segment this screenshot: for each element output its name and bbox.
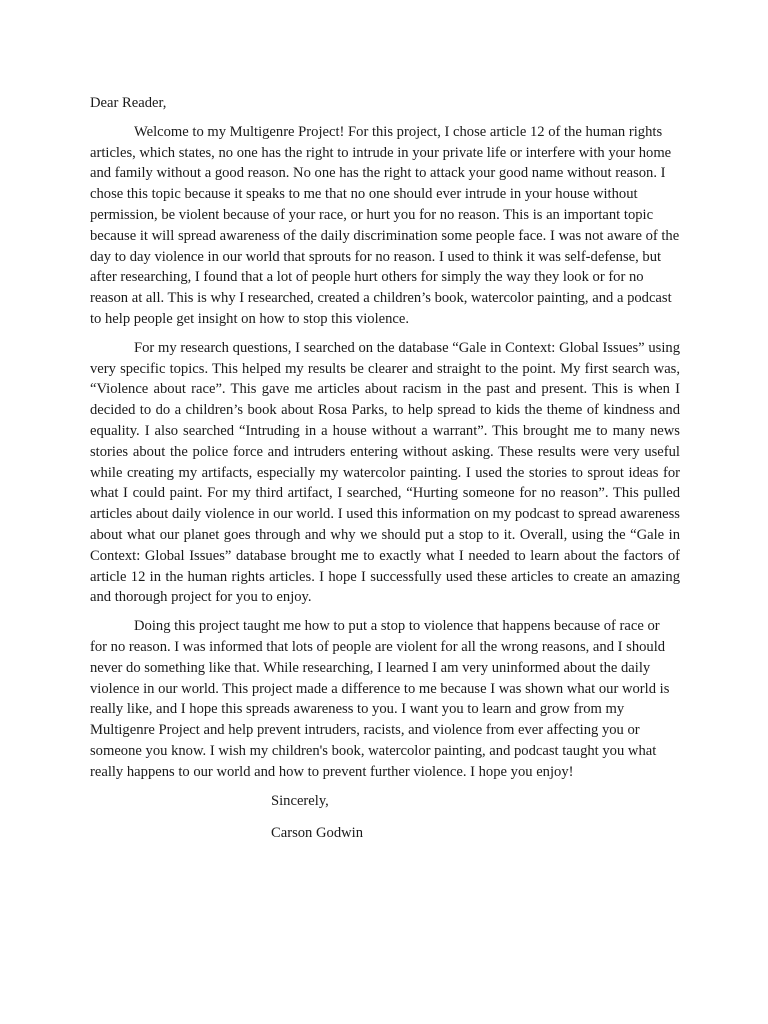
letter-closing	[271, 791, 680, 845]
salutation: Dear Reader,	[90, 95, 167, 111]
letter-body	[90, 93, 680, 856]
paragraph-research: For my research questions, I searched on the database “Gale in Context: Global Issues” using very specific topics. This helped my results be clearer and straight to the point. My first search was, “Violence about race”. This gave me articles about racism in the past and present. This is when I decided to do a children’s book about Rosa Parks, to help spread to kids the theme of kindness and equality. I also searched “Intruding in a house without a warrant”. This brought me to many news stories about the police force and intruders entering without asking. These results were very useful while creating my artifacts, especially my watercolor painting. I used the stories to sprout ideas for what I could paint. For my third artifact, I searched, “Hurting someone for no reason”. This pulled articles about daily violence in our world. I used this information on my podcast to spread awareness about what our planet goes through and why we should put a stop to it. Overall, using the “Gale in Context: Global Issues” database brought me to exactly what I needed to learn about the factors of article 12 in the human rights articles. I hope I successfully used these articles to create an amazing and thorough project for you to enjoy.	[90, 339, 680, 606]
signature-name: Carson Godwin	[271, 825, 364, 842]
closing-word: Sincerely,	[271, 792, 329, 809]
paragraph-reflection: Doing this project taught me how to put a stop to violence that happens because of race or for no reason. I was informed that lots of people are violent for all the wrong reasons, and I should never do something like that. While researching, I learned I am very uninformed about the daily violence in our world. This project made a difference to me because I was shown what our world is really like, and I hope this spreads awareness to you. I want you to learn and grow from my Multigenre Project and help prevent intruders, racists, and violence from ever affecting you or someone you know. I wish my children's book, watercolor painting, and podcast taught you what really happens to our world and how to prevent further violence. I hope you enjoy!	[90, 618, 670, 780]
paragraph-introduction: Welcome to my Multigenre Project! For this project, I chose article 12 of the human rights articles, which states, no one has the right to intrude in your private life or interfere with your home and family without a good reason. No one has the right to attack your good name without reason. I chose this topic because it speaks to me that no one should ever intrude in your house without permission, be violent because of your race, or hurt you for no reason. This is an important topic because it will spread awareness of the daily discrimination some people face. I was not aware of the day to day violence in our world that sprouts for no reason. I used to think it was self-defense, but after researching, I found that a lot of people hurt others for simply the way they look or for no reason at all. This is why I researched, created a children’s book, watercolor painting, and a podcast to help people get insight on how to stop this violence.	[90, 123, 680, 327]
